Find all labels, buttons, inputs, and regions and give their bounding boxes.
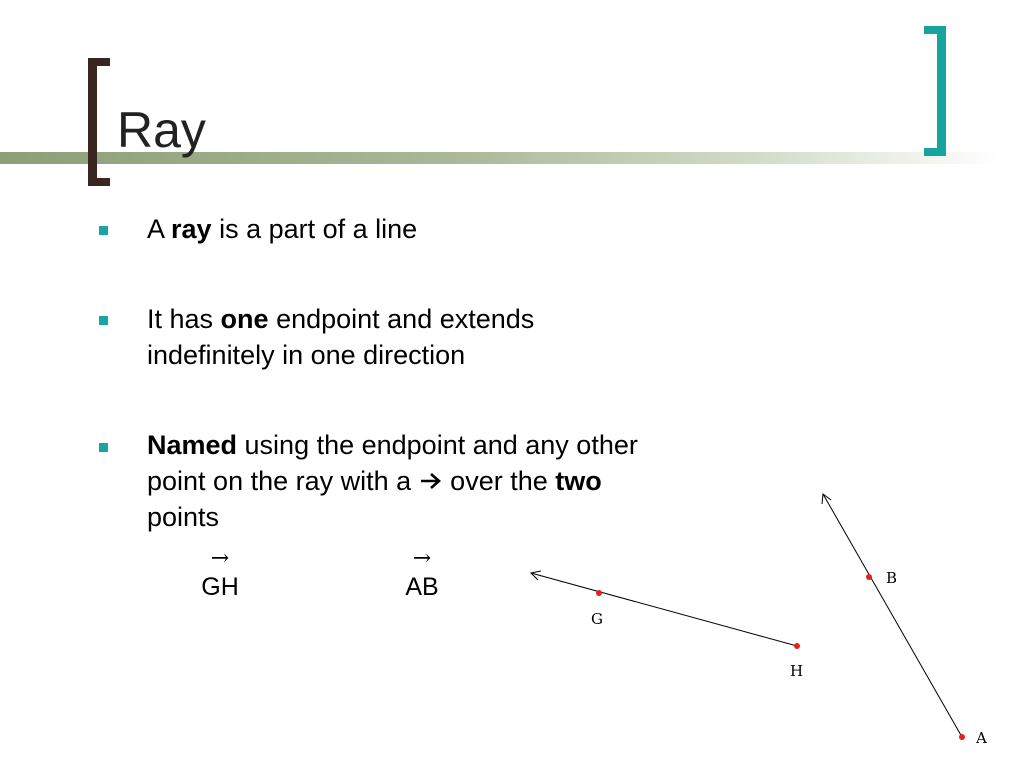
ray-ab-arrowhead-icon bbox=[822, 494, 831, 504]
bullet-3-keyword: Named bbox=[147, 430, 238, 460]
slide-title: Ray bbox=[117, 102, 206, 158]
ray-name-ab: AB bbox=[405, 573, 439, 601]
overhead-arrow-icon: → bbox=[210, 546, 230, 571]
bullet-2-text-b: endpoint and extends bbox=[268, 304, 535, 334]
label-g: G bbox=[591, 610, 603, 628]
bullet-1-text-a: A bbox=[147, 214, 172, 244]
point-g bbox=[596, 590, 602, 596]
label-b: B bbox=[886, 569, 898, 587]
point-a bbox=[959, 734, 965, 740]
ray-gh bbox=[531, 571, 803, 680]
bullet-3-text-c: over the bbox=[442, 466, 556, 496]
ray-gh-line bbox=[531, 573, 797, 646]
bullet-2-text-a: It has bbox=[147, 304, 221, 334]
bullet-1-text-b: is a part of a line bbox=[211, 214, 418, 244]
point-h bbox=[794, 643, 800, 649]
bullet-3-line-3: points bbox=[147, 502, 220, 532]
bullet-3-text-b: point on the ray with a bbox=[147, 466, 419, 496]
ray-name-gh: GH bbox=[201, 573, 239, 601]
bullet-2-line-2: indefinitely in one direction bbox=[147, 340, 466, 370]
label-h: H bbox=[790, 662, 804, 680]
ray-ab bbox=[822, 494, 987, 747]
bullet-3-keyword-2: two bbox=[555, 466, 602, 496]
label-a: A bbox=[976, 729, 987, 747]
bullet-2-keyword: one bbox=[220, 304, 269, 334]
bullet-1-keyword: ray bbox=[171, 214, 212, 244]
bullet-3-text-a: using the endpoint and any other bbox=[237, 430, 638, 460]
overhead-arrow-icon: → bbox=[412, 546, 432, 571]
ray-ab-line bbox=[823, 494, 962, 737]
point-b bbox=[866, 574, 872, 580]
